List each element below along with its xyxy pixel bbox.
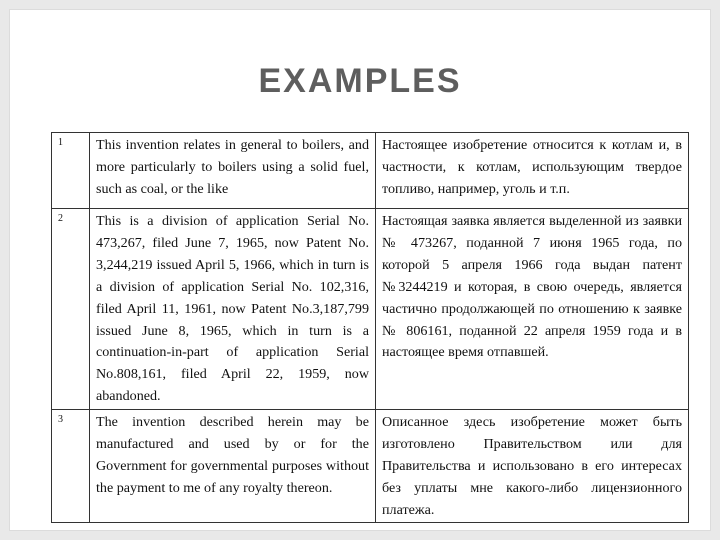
english-text: This is a division of application Serial No. 473,267, filed June 7, 1965, now Patent No. 3,244,219 issued April 5, 1966, which in turn is a division of application Serial No. 102,316, filed April 11, 1961, now Patent No.3,187,799 issued June 8, 1965, which in turn is a continuation-in-part of application Serial No.808,161, filed April 22, 1959, now abandoned. (90, 209, 376, 410)
english-text: The invention described herein may be manufactured and used by or for the Government for governmental purposes without the payment to me of any royalty thereon. (90, 410, 376, 523)
russian-text: Описанное здесь изобретение может быть изготовлено Правительством или для Правительства и использовано в его интересах без уплаты мне какого-либо лицензионного платежа. (376, 410, 689, 523)
table-row (52, 209, 689, 410)
row-number: 1 (52, 133, 90, 209)
russian-text: Настоящая заявка является выделенной из заявки № 473267, поданной 7 июня 1965 года, по которой 5 апреля 1966 года выдан патент №3244219 и которая, в свою очередь, является частично продолжающей по отношению к заявке № 806161, поданной 22 апреля 1959 года и в настоящее время отпавшей. (376, 209, 689, 410)
row-number: 3 (52, 410, 90, 523)
table-row (52, 133, 689, 209)
english-text: This invention relates in general to boilers, and more particularly to boilers using a solid fuel, such as coal, or the like (90, 133, 376, 209)
row-number: 2 (52, 209, 90, 410)
slide (9, 9, 711, 531)
table-row (52, 410, 689, 523)
examples-table (51, 132, 689, 523)
russian-text: Настоящее изобретение относится к котлам и, в частности, к котлам, использующим твердое топливо, например, уголь и т.п. (376, 133, 689, 209)
slide-title: EXAMPLES (258, 62, 462, 100)
